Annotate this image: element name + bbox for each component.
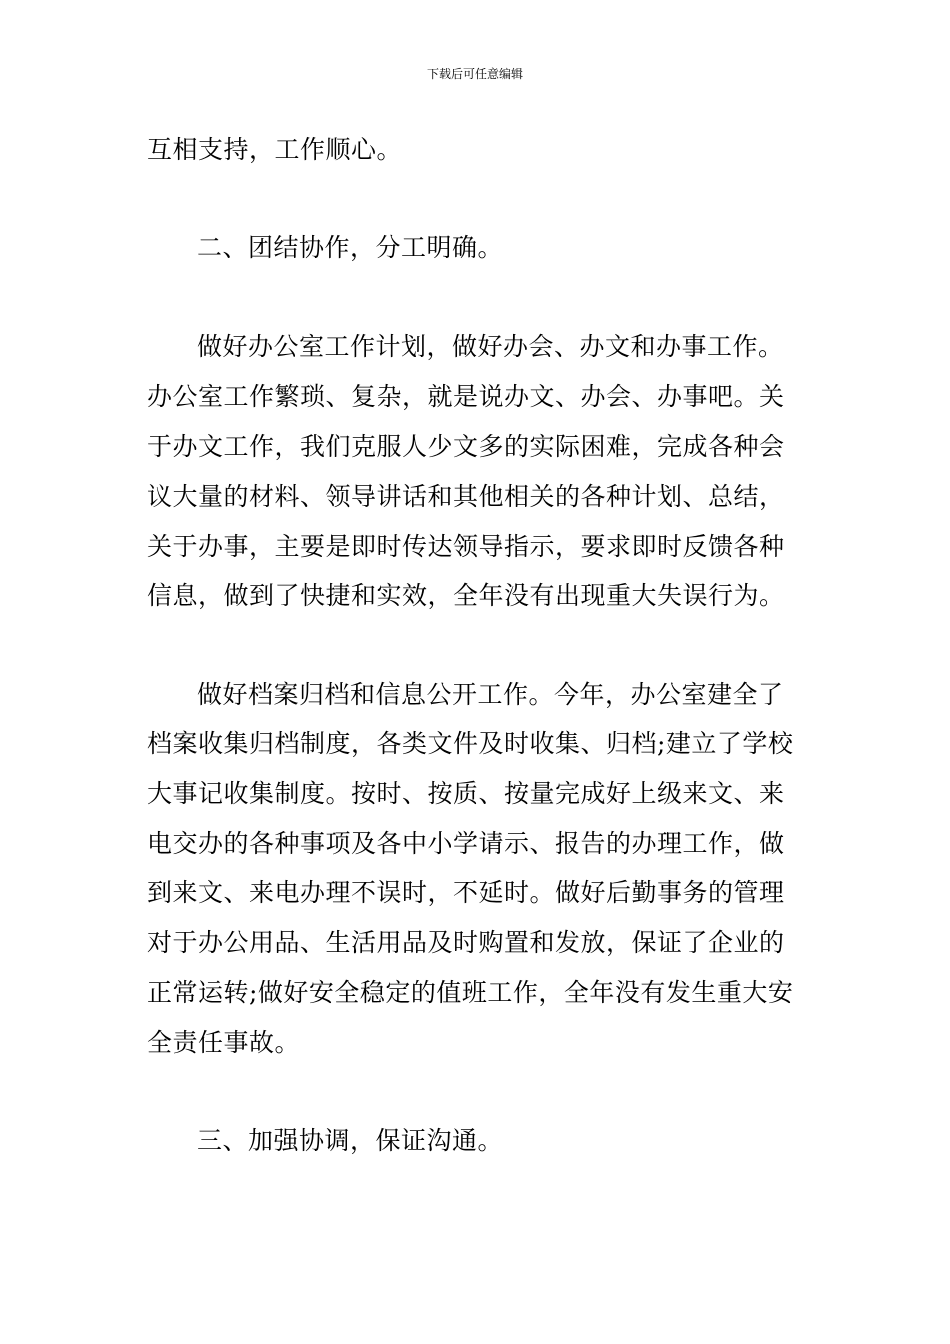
body-line: 电交办的各种事项及各中小学请示、报告的办理工作，做 [147,829,785,858]
body-line: 互相支持，工作顺心。 [147,135,403,164]
header-note: 下载后可任意编辑 [426,67,523,81]
body-line: 于办文工作，我们克服人少文多的实际困难，完成各种会 [147,432,785,461]
body-line: 议大量的材料、领导讲话和其他相关的各种计划、总结， [147,482,785,511]
body-line: 做好办公室工作计划，做好办会、办文和办事工作。 [197,332,784,361]
body-line: 大事记收集制度。按时、按质、按量完成好上级来文、来 [147,779,785,808]
body-line: 到来文、来电办理不误时，不延时。做好后勤事务的管理 [147,878,785,907]
body-line: 做好档案归档和信息公开工作。今年，办公室建全了 [197,680,784,709]
body-line: 对于办公用品、生活用品及时购置和发放，保证了企业的 [147,928,785,957]
body-line: 全责任事故。 [147,1028,301,1057]
section-heading: 二、团结协作，分工明确。 [197,233,504,262]
body-line: 信息，做到了快捷和实效，全年没有出现重大失误行为。 [147,581,785,610]
body-line: 档案收集归档制度，各类文件及时收集、归档;建立了学校 [147,729,794,758]
body-line: 关于办事，主要是即时传达领导指示，要求即时反馈各种 [147,532,785,561]
section-heading: 三、加强协调，保证沟通。 [197,1126,504,1155]
body-line: 正常运转;做好安全稳定的值班工作，全年没有发生重大安 [147,978,794,1007]
body-line: 办公室工作繁琐、复杂，就是说办文、办会、办事吧。关 [147,382,785,411]
